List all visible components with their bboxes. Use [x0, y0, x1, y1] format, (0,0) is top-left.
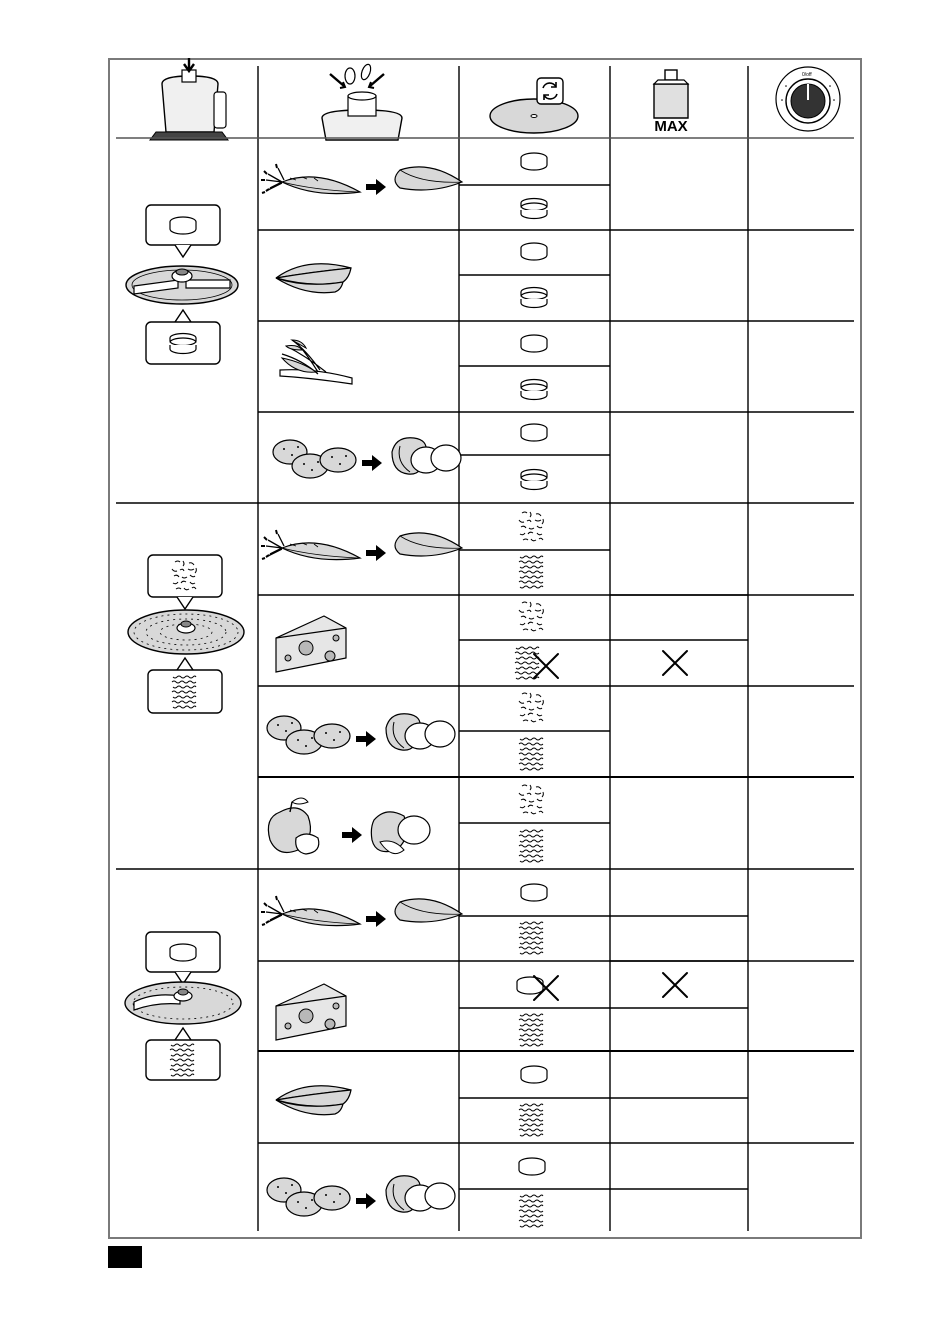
thin-slice-icon — [521, 288, 547, 308]
thin-slice-icon — [521, 470, 547, 490]
reversible-disc-icon — [490, 78, 578, 133]
cheese-icon — [276, 616, 346, 672]
not-allowed-x-icon — [663, 651, 687, 675]
cheese-icon — [276, 984, 346, 1040]
leek-icon — [280, 340, 352, 384]
combined-disc-icon — [125, 932, 241, 1080]
grate-icon — [519, 922, 543, 954]
coarse-grate-icon — [519, 693, 543, 722]
slice-not-allowed-icon — [517, 977, 543, 994]
max-label: MAX — [654, 118, 688, 135]
pusher-feed-icon — [322, 63, 402, 140]
speed-dial-icon — [776, 67, 840, 131]
fine-grate-icon — [519, 830, 543, 862]
coarse-grate-icon — [519, 785, 543, 814]
carrot-icon — [261, 164, 462, 195]
table-grid — [116, 66, 854, 1231]
fine-grate-icon — [519, 556, 543, 588]
dial-label: 0/off — [802, 72, 812, 78]
coarse-grate-icon — [519, 512, 543, 541]
slice-icon — [519, 1158, 545, 1175]
thick-slice-icon — [521, 335, 547, 352]
not-allowed-x-icon — [534, 654, 558, 678]
potato-icon — [267, 714, 455, 754]
fine-grate-not-allowed-icon — [515, 647, 539, 679]
cucumber-icon — [276, 264, 351, 293]
weight-max-icon — [654, 70, 688, 118]
apple-icon — [268, 798, 430, 854]
page-tab-marker — [108, 1246, 142, 1268]
slice-icon — [521, 1066, 547, 1083]
grate-icon — [519, 1195, 543, 1227]
food-processor-bowl-icon — [150, 58, 228, 140]
slicing-disc-icon — [126, 205, 238, 364]
grate-icon — [519, 1014, 543, 1046]
thin-slice-icon — [521, 199, 547, 219]
thick-slice-icon — [521, 243, 547, 260]
cucumber-icon — [276, 1086, 351, 1115]
potato-icon — [273, 438, 461, 478]
grating-disc-icon — [128, 555, 244, 713]
coarse-grate-icon — [519, 602, 543, 631]
thick-slice-icon — [521, 153, 547, 170]
carrot-icon — [261, 896, 462, 927]
thick-slice-icon — [521, 424, 547, 441]
potato-icon — [267, 1176, 455, 1216]
grate-icon — [519, 1104, 543, 1136]
thin-slice-icon — [521, 380, 547, 400]
carrot-icon — [261, 530, 462, 561]
fine-grate-icon — [519, 738, 543, 770]
slice-icon — [521, 884, 547, 901]
not-allowed-x-icon — [663, 973, 687, 997]
